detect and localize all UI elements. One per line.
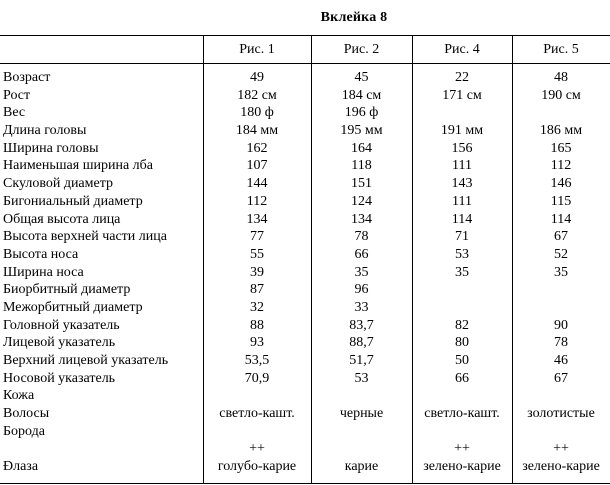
table-cell: 32 bbox=[250, 299, 264, 315]
row-label: Биорбитный диаметр bbox=[3, 282, 131, 298]
table-row bbox=[0, 122, 610, 140]
table-cell: 77 bbox=[250, 229, 264, 245]
table-cell: 151 bbox=[351, 176, 372, 192]
table-row bbox=[0, 299, 610, 317]
row-label: Возраст bbox=[3, 70, 51, 85]
table-cell: 49 bbox=[250, 70, 264, 85]
table-cell: черные bbox=[339, 406, 384, 422]
table-cell: 112 bbox=[246, 193, 268, 209]
row-label: Рост bbox=[3, 87, 31, 103]
table-cell: 134 bbox=[351, 211, 372, 227]
row-label: Общая высота лица bbox=[3, 211, 121, 227]
row-label: Носовой указатель bbox=[3, 370, 116, 386]
table-cell: ++ bbox=[553, 441, 569, 457]
table-cell: 33 bbox=[354, 299, 369, 315]
table-cell: 80 bbox=[455, 335, 469, 351]
table-cell: 52 bbox=[554, 246, 568, 262]
row-label: Волосы bbox=[3, 406, 50, 422]
table-cell: 53,5 bbox=[244, 353, 270, 368]
row-label: Ширина носа bbox=[3, 264, 84, 280]
table-cell: 182 см bbox=[237, 87, 277, 103]
table-cell: 71 bbox=[455, 229, 469, 245]
table-cell: 39 bbox=[250, 264, 264, 280]
table-cell: 184 мм bbox=[235, 123, 279, 139]
row-label: Ширина головы bbox=[3, 140, 99, 156]
table-cell: светло-кашт. bbox=[219, 406, 295, 422]
table-cell: 83,7 bbox=[349, 317, 374, 333]
table-cell: 111 bbox=[452, 158, 472, 174]
table-cell: светло-кашт. bbox=[424, 406, 500, 422]
table-cell: 96 bbox=[354, 282, 369, 298]
row-label: Головной указатель bbox=[3, 317, 120, 333]
table-cell: 50 bbox=[455, 353, 469, 368]
table-cell: 134 bbox=[246, 211, 268, 227]
table-cell: 144 bbox=[246, 176, 268, 192]
row-label: Кожа bbox=[3, 388, 35, 404]
row-label: Борода bbox=[3, 423, 45, 439]
bottom-rule bbox=[0, 483, 610, 484]
table-cell: 35 bbox=[455, 264, 469, 280]
table-cell: 35 bbox=[354, 264, 369, 280]
table-cell: 143 bbox=[451, 176, 473, 192]
table-row bbox=[0, 228, 610, 246]
table-cell: 88 bbox=[250, 317, 264, 333]
row-label: Бигониальный диаметр bbox=[3, 193, 143, 209]
table-row bbox=[0, 423, 610, 441]
table-cell: 112 bbox=[550, 158, 572, 174]
top-rule bbox=[0, 35, 610, 36]
insert-title: Вклейка 8 bbox=[320, 10, 388, 25]
table-cell: 184 см bbox=[341, 87, 382, 103]
row-label: Лицевой указатель bbox=[3, 335, 116, 351]
measurement-table bbox=[0, 69, 610, 476]
table-cell: золотистые bbox=[527, 406, 595, 422]
table-cell: 87 bbox=[250, 282, 264, 298]
table-row bbox=[0, 405, 610, 423]
row-label: Высота носа bbox=[3, 246, 79, 262]
table-cell: 66 bbox=[455, 370, 469, 386]
table-cell: 162 bbox=[246, 140, 268, 156]
table-cell: 51,7 bbox=[349, 353, 374, 368]
table-cell: 196 ф bbox=[344, 105, 379, 121]
row-label: Ðлаза bbox=[3, 459, 39, 475]
table-cell: 22 bbox=[455, 70, 469, 85]
column-header-fig-1: Рис. 1 bbox=[239, 42, 275, 57]
table-cell: 164 bbox=[351, 140, 372, 156]
table-row bbox=[0, 317, 610, 335]
column-header-fig-5: Рис. 5 bbox=[543, 42, 579, 57]
table-row bbox=[0, 370, 610, 388]
row-label: Верхний лицевой указатель bbox=[3, 353, 169, 368]
row-label: Скуловой диаметр bbox=[3, 176, 114, 192]
table-row bbox=[0, 157, 610, 175]
table-cell: 78 bbox=[354, 229, 369, 245]
table-cell: 124 bbox=[351, 193, 372, 209]
table-row bbox=[0, 352, 610, 370]
table-cell: 118 bbox=[351, 158, 372, 174]
row-label: Межорбитный диаметр bbox=[3, 299, 143, 315]
table-cell: 190 см bbox=[541, 87, 581, 103]
row-label: Длина головы bbox=[3, 123, 87, 139]
table-row bbox=[0, 281, 610, 299]
table-cell: 195 мм bbox=[340, 123, 383, 139]
table-cell: 156 bbox=[451, 140, 473, 156]
table-row bbox=[0, 87, 610, 105]
table-cell: 186 мм bbox=[539, 123, 583, 139]
table-cell: 88,7 bbox=[349, 335, 374, 351]
column-header-fig-4: Рис. 4 bbox=[444, 42, 480, 57]
table-cell: 171 см bbox=[442, 87, 482, 103]
row-label: Высота верхней части лица bbox=[3, 229, 167, 245]
table-cell: 114 bbox=[550, 211, 572, 227]
table-cell: 53 bbox=[354, 370, 369, 386]
table-cell: ++ bbox=[454, 441, 470, 457]
table-cell: 70,9 bbox=[244, 370, 270, 386]
table-cell: 67 bbox=[554, 370, 568, 386]
table-cell: зелено-карие bbox=[423, 459, 501, 475]
table-row bbox=[0, 104, 610, 122]
header-rule bbox=[0, 63, 610, 64]
table-row bbox=[0, 334, 610, 352]
row-label: Наименьшая ширина лба bbox=[3, 158, 153, 174]
table-cell: 46 bbox=[554, 353, 568, 368]
table-cell: 35 bbox=[554, 264, 568, 280]
table-cell: карие bbox=[344, 459, 379, 475]
table-cell: 55 bbox=[250, 246, 264, 262]
table-cell: 45 bbox=[354, 70, 369, 85]
table-cell: 115 bbox=[550, 193, 572, 209]
table-cell: 111 bbox=[452, 193, 472, 209]
table-cell: 82 bbox=[455, 317, 469, 333]
table-row bbox=[0, 246, 610, 264]
table-cell: 107 bbox=[246, 158, 268, 174]
table-row bbox=[0, 440, 610, 458]
table-cell: 48 bbox=[554, 70, 568, 85]
table-cell: 191 мм bbox=[440, 123, 484, 139]
table-cell: 66 bbox=[354, 246, 369, 262]
table-cell: 165 bbox=[550, 140, 572, 156]
column-header-fig-2: Рис. 2 bbox=[343, 42, 380, 57]
table-row bbox=[0, 211, 610, 229]
row-label: Вес bbox=[3, 105, 26, 121]
table-row bbox=[0, 69, 610, 87]
table-row bbox=[0, 140, 610, 158]
table-cell: 146 bbox=[550, 176, 572, 192]
table-cell: 180 ф bbox=[240, 105, 274, 121]
table-row bbox=[0, 458, 610, 476]
table-cell: 93 bbox=[250, 335, 264, 351]
table-row bbox=[0, 387, 610, 405]
table-cell: 53 bbox=[455, 246, 469, 262]
table-cell: голубо-карие bbox=[217, 459, 297, 475]
table-cell: 114 bbox=[451, 211, 473, 227]
table-cell: 90 bbox=[554, 317, 568, 333]
table-cell: 78 bbox=[554, 335, 568, 351]
table-cell: 67 bbox=[554, 229, 568, 245]
table-row bbox=[0, 193, 610, 211]
table-cell: зелено-карие bbox=[522, 459, 600, 475]
table-row bbox=[0, 264, 610, 282]
table-cell: ++ bbox=[249, 441, 265, 457]
table-row bbox=[0, 175, 610, 193]
